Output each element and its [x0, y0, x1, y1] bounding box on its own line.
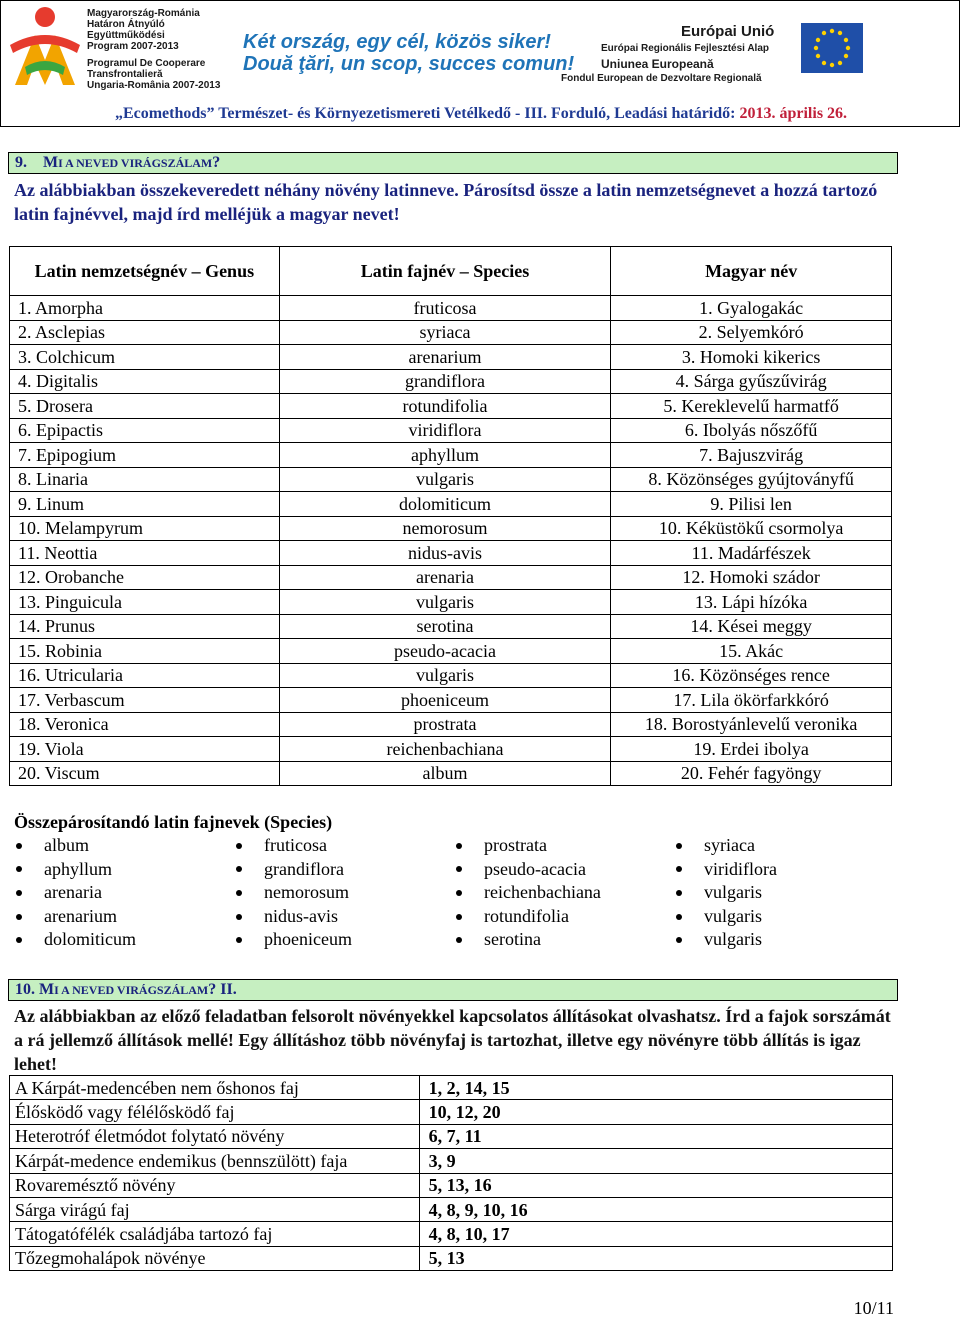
- table-row: [10, 639, 892, 664]
- genus-cell: 18. Veronica: [10, 712, 280, 737]
- eu-fund-hu: Európai Regionális Fejlesztési Alap: [601, 43, 770, 54]
- table-row: [10, 688, 892, 713]
- species-name: serotina: [484, 929, 541, 950]
- list-item: [14, 905, 234, 929]
- hungarian-name-cell: 9. Pilisi len: [611, 492, 892, 517]
- bullet-icon: [456, 914, 462, 920]
- task10-title-q: ? II.: [208, 981, 237, 998]
- species-cell: album: [279, 761, 611, 786]
- hungarian-name-cell: 8. Közönséges gyújtoványfű: [611, 467, 892, 492]
- table-row: [10, 443, 892, 468]
- species-cell: arenaria: [279, 565, 611, 590]
- list-item: [674, 905, 894, 929]
- genus-cell: 20. Viscum: [10, 761, 280, 786]
- species-cell: pseudo-acacia: [279, 639, 611, 664]
- table-row: [10, 418, 892, 443]
- task10-title: [8, 979, 898, 1001]
- hungarian-name-cell: 1. Gyalogakác: [611, 296, 892, 321]
- statement-cell: Tőzegmohalápok növénye: [10, 1246, 420, 1270]
- list-item: [674, 928, 894, 952]
- list-item: [674, 858, 894, 882]
- table-row: [10, 516, 892, 541]
- species-name: nidus-avis: [264, 905, 338, 926]
- statement-cell: Heterotróf életmódot folytató növény: [10, 1124, 420, 1148]
- species-name: arenarium: [44, 905, 117, 926]
- hungarian-name-cell: 11. Madárfészek: [611, 541, 892, 566]
- answer-cell[interactable]: 10, 12, 20: [419, 1100, 892, 1124]
- genus-cell: 15. Robinia: [10, 639, 280, 664]
- slogan-hu: Két ország, egy cél, közös siker!: [243, 31, 551, 53]
- statement-cell: A Kárpát-medencében nem őshonos faj: [10, 1076, 420, 1100]
- genus-cell: 17. Verbascum: [10, 688, 280, 713]
- bullet-icon: [676, 890, 682, 896]
- hungarian-name-cell: 17. Lila ökörfarkkóró: [611, 688, 892, 713]
- task10-table: [9, 1075, 893, 1271]
- species-name: phoeniceum: [264, 929, 352, 950]
- bullet-icon: [236, 866, 242, 872]
- bullet-icon: [456, 866, 462, 872]
- genus-cell: 8. Linaria: [10, 467, 280, 492]
- species-cell: viridiflora: [279, 418, 611, 443]
- list-item: [454, 905, 674, 929]
- table-row: [10, 1246, 893, 1270]
- table-row: [10, 467, 892, 492]
- task9-table: [9, 246, 892, 786]
- task10-title-rest: I A NEVED VIRÁGSZÁLAM: [54, 983, 209, 997]
- task10-title-initial: M: [39, 981, 55, 998]
- table-row: [10, 712, 892, 737]
- species-name: pseudo-acacia: [484, 858, 586, 879]
- table-row: [10, 369, 892, 394]
- species-cell: nidus-avis: [279, 541, 611, 566]
- species-cell: vulgaris: [279, 663, 611, 688]
- table-row: [10, 394, 892, 419]
- species-name: album: [44, 835, 89, 855]
- table-row: [10, 296, 892, 321]
- bullet-icon: [456, 843, 462, 849]
- genus-cell: 3. Colchicum: [10, 345, 280, 370]
- bullet-icon: [456, 937, 462, 943]
- species-cell: aphyllum: [279, 443, 611, 468]
- program-logo-icon: [5, 5, 85, 91]
- hungarian-name-header: Magyar név: [611, 247, 892, 296]
- table-header-row: [10, 247, 892, 296]
- species-cell: syriaca: [279, 320, 611, 345]
- task9-title-initial: M: [43, 154, 59, 171]
- species-list: [14, 834, 894, 952]
- bullet-icon: [16, 890, 22, 896]
- hungarian-name-cell: 13. Lápi hízóka: [611, 590, 892, 615]
- species-name: vulgaris: [704, 929, 762, 950]
- hungarian-name-cell: 6. Ibolyás nőszőfű: [611, 418, 892, 443]
- deadline-date: 2013. április 26.: [739, 105, 848, 122]
- genus-cell: 2. Asclepias: [10, 320, 280, 345]
- statement-cell: Sárga virágú faj: [10, 1197, 420, 1221]
- task10-number: 10.: [15, 981, 35, 998]
- eu-logo: [561, 19, 881, 89]
- species-cell: serotina: [279, 614, 611, 639]
- table-row: [10, 663, 892, 688]
- list-item: [234, 858, 454, 882]
- list-item: [674, 881, 894, 905]
- genus-cell: 13. Pinguicula: [10, 590, 280, 615]
- bullet-icon: [676, 866, 682, 872]
- bullet-icon: [16, 914, 22, 920]
- species-name: nemorosum: [264, 882, 349, 903]
- list-item: [234, 834, 454, 858]
- species-name: syriaca: [704, 835, 755, 855]
- genus-cell: 11. Neottia: [10, 541, 280, 566]
- table-row: [10, 590, 892, 615]
- bullet-icon: [236, 937, 242, 943]
- list-item: [14, 834, 234, 858]
- list-item: [674, 834, 894, 858]
- species-name: reichenbachiana: [484, 882, 601, 903]
- table-row: [10, 320, 892, 345]
- bullet-icon: [236, 890, 242, 896]
- bullet-icon: [456, 890, 462, 896]
- species-cell: vulgaris: [279, 590, 611, 615]
- table-row: [10, 565, 892, 590]
- hungarian-name-cell: 7. Bajuszvirág: [611, 443, 892, 468]
- hungarian-name-cell: 19. Erdei ibolya: [611, 737, 892, 762]
- species-name: rotundifolia: [484, 905, 569, 926]
- bullet-icon: [16, 937, 22, 943]
- species-column: [454, 834, 674, 952]
- species-column: [234, 834, 454, 952]
- table-row: [10, 492, 892, 517]
- statement-cell: Élősködő vagy félélősködő faj: [10, 1100, 420, 1124]
- eu-union-ro: Uniunea Europeană: [601, 57, 714, 71]
- species-cell: arenarium: [279, 345, 611, 370]
- genus-cell: 16. Utricularia: [10, 663, 280, 688]
- species-cell: prostrata: [279, 712, 611, 737]
- species-cell: grandiflora: [279, 369, 611, 394]
- species-cell: dolomiticum: [279, 492, 611, 517]
- hungarian-name-cell: 18. Borostyánlevelű veronika: [611, 712, 892, 737]
- bullet-icon: [16, 843, 22, 849]
- table-row: [10, 1197, 893, 1221]
- task9-number: 9.: [15, 154, 27, 171]
- species-header: Latin fajnév – Species: [279, 247, 611, 296]
- genus-cell: 12. Orobanche: [10, 565, 280, 590]
- answer-cell[interactable]: 1, 2, 14, 15: [419, 1076, 892, 1100]
- hungarian-name-cell: 15. Akác: [611, 639, 892, 664]
- list-item: [14, 858, 234, 882]
- task9-title-q: ?: [212, 154, 221, 171]
- bullet-icon: [676, 937, 682, 943]
- hungarian-name-cell: 12. Homoki szádor: [611, 565, 892, 590]
- task9-instruction: Az alábbiakban összekeveredett néhány növény latinneve. Párosítsd össze a latin nemzetségnevet a hozzá tartozó latin fajnévvel, majd írd melléjük a magyar nevet!: [14, 180, 878, 224]
- hungarian-name-cell: 10. Kéküstökű csormolya: [611, 516, 892, 541]
- answer-cell[interactable]: 4, 8, 10, 17: [419, 1222, 892, 1246]
- list-item: [454, 834, 674, 858]
- species-name: prostrata: [484, 835, 547, 855]
- species-cell: rotundifolia: [279, 394, 611, 419]
- answer-cell[interactable]: 6, 7, 11: [419, 1124, 892, 1148]
- slogan: [243, 31, 574, 75]
- species-name: arenaria: [44, 882, 102, 903]
- answer-cell[interactable]: 5, 13, 16: [419, 1173, 892, 1197]
- bullet-icon: [236, 914, 242, 920]
- program-name: Magyarország-Románia Határon Átnyúló Együttműködési Program 2007-2013 Programul De Cooperare Transfrontalieră Ungaria-România 2007-2013: [87, 8, 221, 91]
- species-cell: nemorosum: [279, 516, 611, 541]
- table-row: [10, 541, 892, 566]
- table-row: [10, 1149, 893, 1173]
- species-cell: reichenbachiana: [279, 737, 611, 762]
- genus-cell: 1. Amorpha: [10, 296, 280, 321]
- eu-fund-ro: Fondul European de Dezvoltare Regională: [561, 73, 762, 84]
- species-name: vulgaris: [704, 905, 762, 926]
- answer-cell[interactable]: 5, 13: [419, 1246, 892, 1270]
- page-header: [0, 0, 960, 127]
- task9-title: [8, 152, 898, 174]
- bullet-icon: [676, 843, 682, 849]
- hungarian-name-cell: 3. Homoki kikerics: [611, 345, 892, 370]
- bullet-icon: [676, 914, 682, 920]
- competition-title: [1, 105, 960, 123]
- task10-instruction: Az alábbiakban az előző feladatban felsorolt növényekkel kapcsolatos állításokat olvashatsz. Írd a fajok sorszámát a rá jellemző állítások mellé! Egy állításhoz több növényfaj is tartozhat, illetve egy növényre több állítás is igaz lehet!: [14, 1006, 891, 1074]
- table-row: [10, 761, 892, 786]
- bullet-icon: [236, 843, 242, 849]
- species-name: grandiflora: [264, 858, 344, 879]
- eu-title: Európai Unió: [681, 23, 775, 40]
- species-list-title: Összepárosítandó latin fajnevek (Species): [14, 812, 333, 832]
- list-item: [454, 881, 674, 905]
- table-row: [10, 737, 892, 762]
- eu-flag-icon: [801, 23, 863, 73]
- slogan-ro: Două ţări, un scop, succes comun!: [243, 53, 575, 75]
- task9-title-rest: I A NEVED VIRÁGSZÁLAM: [58, 156, 213, 170]
- table-row: [10, 1173, 893, 1197]
- genus-cell: 5. Drosera: [10, 394, 280, 419]
- competition-title-text: „Ecomethods” Természet- és Környezetismereti Vetélkedő - III. Forduló, Leadási határidő:: [114, 105, 740, 122]
- hungarian-name-cell: 14. Kései meggy: [611, 614, 892, 639]
- genus-cell: 19. Viola: [10, 737, 280, 762]
- table-row: [10, 1222, 893, 1246]
- hungarian-name-cell: 5. Kereklevelű harmatfő: [611, 394, 892, 419]
- species-cell: fruticosa: [279, 296, 611, 321]
- species-name: vulgaris: [704, 882, 762, 903]
- genus-cell: 10. Melampyrum: [10, 516, 280, 541]
- species-name: aphyllum: [44, 858, 112, 879]
- list-item: [234, 905, 454, 929]
- hungarian-name-cell: 4. Sárga gyűszűvirág: [611, 369, 892, 394]
- list-item: [14, 928, 234, 952]
- hungarian-name-cell: 16. Közönséges rence: [611, 663, 892, 688]
- list-item: [234, 928, 454, 952]
- page-number: 10/11: [853, 1298, 894, 1318]
- bullet-icon: [16, 866, 22, 872]
- program-logo: [5, 5, 225, 93]
- list-item: [234, 881, 454, 905]
- species-name: fruticosa: [264, 835, 327, 855]
- species-column: [674, 834, 894, 952]
- list-item: [454, 858, 674, 882]
- table-row: [10, 1076, 893, 1100]
- list-item: [454, 928, 674, 952]
- genus-cell: 4. Digitalis: [10, 369, 280, 394]
- genus-cell: 6. Epipactis: [10, 418, 280, 443]
- hungarian-name-cell: 20. Fehér fagyöngy: [611, 761, 892, 786]
- statement-cell: Rovaremésztő növény: [10, 1173, 420, 1197]
- table-row: [10, 1124, 893, 1148]
- hungarian-name-cell: 2. Selyemkóró: [611, 320, 892, 345]
- genus-header: Latin nemzetségnév – Genus: [10, 247, 280, 296]
- table-row: [10, 1100, 893, 1124]
- answer-cell[interactable]: 3, 9: [419, 1149, 892, 1173]
- species-cell: vulgaris: [279, 467, 611, 492]
- table-row: [10, 614, 892, 639]
- genus-cell: 7. Epipogium: [10, 443, 280, 468]
- genus-cell: 9. Linum: [10, 492, 280, 517]
- genus-cell: 14. Prunus: [10, 614, 280, 639]
- statement-cell: Kárpát-medence endemikus (bennszülött) faja: [10, 1149, 420, 1173]
- species-column: [14, 834, 234, 952]
- answer-cell[interactable]: 4, 8, 9, 10, 16: [419, 1197, 892, 1221]
- list-item: [14, 881, 234, 905]
- species-name: viridiflora: [704, 858, 777, 879]
- statement-cell: Tátogatófélék családjába tartozó faj: [10, 1222, 420, 1246]
- table-row: [10, 345, 892, 370]
- species-name: dolomiticum: [44, 929, 136, 950]
- species-cell: phoeniceum: [279, 688, 611, 713]
